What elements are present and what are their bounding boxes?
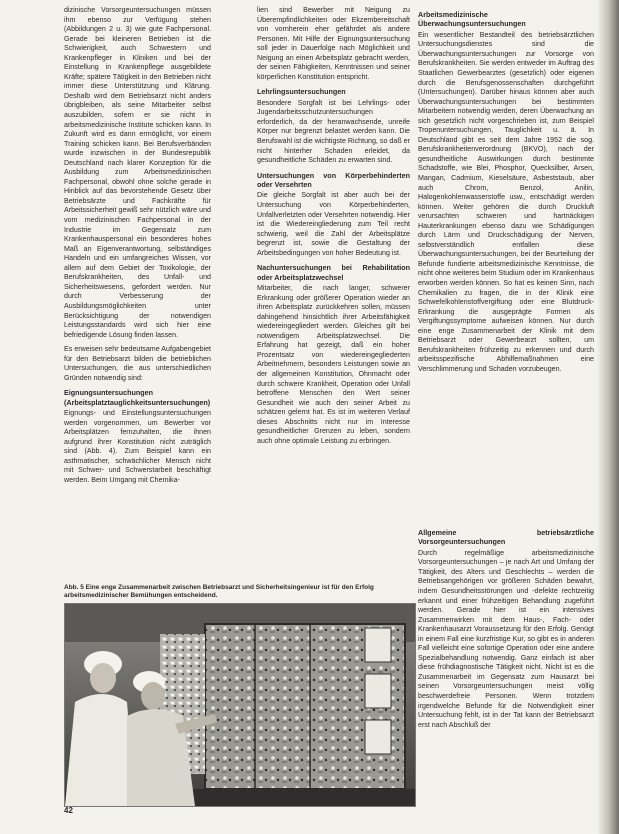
text-column-3: [418, 6, 594, 380]
paragraph: dizinische Vorsorgeuntersuchungen müssen ihm ebenso zur Verfügung stehen (Abbildungen 2 u. 3) wie gute Fachpersonal. Gerade bei kleineren Betrieben ist die Schwierigkeit, auch Schwestern und Krankenpfleger in Kliniken und bei der Einstellung in Krankenpflege ausgebildete Kräfte; spätere Tätigkeit in den Betrieben nicht immer diese Unterstützung und Klärung. Deshalb wird dem Betriebsarzt nicht anders übrigbleiben, als seine Mitarbeiter selbst auszubilden, sofern er sie nicht in arbeitsmedizinische Institute schicken kann. In Zukunft wird es dann ermöglicht, vor einem Training schicken kann. Bei Berufsverbänden wurde inzwischen in der Bundesrepublik Deutschland nach klarer Konzeption für die Ausbildung zum Arbeitsmedizinischen Fachpersonal, obwohl ohne solche gerade in Hinblick auf das bevorstehende Gesetz über Betriebsärzte und Fachkräfte für Arbeitssicherheit gewiß sehr nützlich wäre und vom medizinischen Fachpersonal in der Industrie im Gegensatz zum Krankenhauspersonal ein besonderes hohes Maß an Eigenverantwortung, selbständiges Handeln und ein umfangreiches Wissen, vor allem auf dem Gebiet der Toxikologie, der Berufskrankheiten, des Unfall- und Sicherheitswesens, gefordert werden. Nur durch Verbesserung der Ausbildungsmöglichkeiten unter Berücksichtigung der notwendigen Leistungsstandards wird sich hier eine befriedigende Lösung finden lassen.: [64, 6, 211, 339]
figure-photo: [64, 603, 416, 807]
paragraph: Mitarbeiter, die nach langer, schwerer Erkrankung oder größerer Operation wieder an ihren Arbeitsplatz zurückkehren sollen, müssen dahingehend hinsichtlich ihrer Arbeitsfähigkeit wiedereingegliedert werden. Gleiches gilt bei notwendigem Arbeitsplatzwechsel. Die Erfahrung hat gezeigt, daß ein hoher Prozentsatz von wiedereingegliederten Arbeitnehmern, besonders Leistungen sowie an der allgemeinen Konstitution, Ohnmacht oder durch schwere Krankheit, Operation oder Unfall betroffene Menschen den Wert seiner Gesundheit wie auch den seiner Arbeit zu schätzen gelernt hat. Es ist im weiteren Verlauf dieses Abschnitts nicht nur im Interesse gesundheitlicher Grenzen zu leben, sondern auch ohne optimale Leistung zu erbringen.: [257, 284, 410, 445]
control-room-photo: [65, 604, 415, 806]
figure-caption: Abb. 5 Eine enge Zusammenarbeit zwischen Betriebsarzt und Sicherheitsingenieur ist für den Erfolg arbeitsmedizinischer Bemühungen entscheidend.: [64, 584, 374, 600]
section-heading: Untersuchungen von Körperbehinderten oder Versehrten: [257, 170, 410, 190]
section-heading: Nachuntersuchungen bei Rehabilitation oder Arbeitsplatzwechsel: [257, 263, 410, 282]
section-heading: Eignungsuntersuchungen (Arbeitsplatztauglichkeitsuntersuchungen): [64, 388, 211, 407]
section-heading: Lehrlingsuntersuchungen: [257, 87, 346, 97]
paragraph: Durch regelmäßige arbeitsmedizinische Vorsorgeuntersuchungen – je nach Art und Umfang der Tätigkeit, des Alters und Geschlechts – werden die Betriebsangehörigen vor größeren Schäden bewahrt, indem Gesundheitsstörungen und -defekte rechtzeitig erkannt und einer frühzeitigen Behandlung zugeführt werden. Gerade hier ist ein intensives Zusammenwirken mit dem Haus-, Fach- oder Krankenhausarzt Voraussetzung für den Erfolg. Genügt in einem Fall eine kurzfristige Kur, so gibt es in anderen Fall vielleicht eine sofortige Operation oder eine andere Spezialbehandlung notwendig. Ganz einfach ist aber diese frühdiagnostische Tätigkeit nicht. Nicht ist es die Zusammenarbeit im Gegensatz zum Hausarzt bei seinen Vorsorgeuntersuchungen meist völlig beschwerdefreie Personen. Wenn trotzdem irgendwelche Befunde für die Notwendigkeit einer Untersuchung fehlt, ist in der Tat kann der Betriebsarzt erst nach Abschluß der: [418, 548, 594, 729]
paragraph: lien sind Bewerber mit Neigung zu Überempfindlichkeiten oder Ekzembereitschaft von vornherein eher gefährdet als andere Personen. Mit Hilfe der Eignungsuntersuchung soll jeder in Dauerfolge nach Möglichkeit und Neigung an einen Arbeitsplatz gebracht werden, der seinen Fähigkeiten, Kenntnissen und seiner körperlichen Konstitution entspricht.: [257, 6, 410, 81]
section-heading: Allgemeine betriebsärztliche Vorsorgeuntersuchungen: [418, 528, 594, 547]
text-column-2: [257, 6, 410, 451]
paragraph: Besondere Sorgfalt ist bei Lehrlings- oder Jugendarbeitsschutzuntersuchungen erforderlich, da der heranwachsende, unreife Körper nur begrenzt belastet werden kann. Die Berufswahl ist die wichtigste Richtung, so daß er nicht hinterher Schaden erleidet, da gesundheitliche Schäden zu erwarten sind.: [257, 98, 410, 165]
page-number: 42: [64, 806, 73, 815]
section-heading: Arbeitsmedizinische Überwachungsuntersuchungen: [418, 10, 526, 29]
paragraph: Es erweisen sehr bedeutsame Aufgabengebiet für den Betriebsarzt bilden die betrieblichen Untersuchungen, die aus unterschiedlichen Gründen notwendig sind:: [64, 345, 211, 382]
paragraph: Ein wesentlicher Bestandteil des betriebsärztlichen Untersuchungsdienstes sind die Überwachungsuntersuchungen zur Vorsorge von Berufskrankheiten. Sie werden entweder im Auftrag des Staatlichen Gewerbearztes (gesetzlich) oder eigenen durch die Berufsgenossenschaften durchgeführt (Untersuchungen). Darüber hinaus können aber auch Überwachungsuntersuchungen bei bestimmten Mitarbeitern notwendig werden, deren Überwachung an sich gesetzlich nicht vorgeschrieben ist, zum Beispiel Tropenuntersuchungen, Tauglichkeit u. ä. In Deutschland gibt es seit dem Jahre 1952 die sog. Berufskrankheitenverordnung (BKVO), nach der gesundheitliche Auswirkungen durch bestimmte Schadstoffe, wie Blei, Phosphor, Quecksilber, Arsen, Mangan, Cadmium, Kieselsäure, Asbeststaub, aber auch Chrom, Benzol, Anilin, Halogenkohlenwasserstoffe usw., entschädigt werden können. Weiter gehören die durch Druckluft verursachten schweren und hartnäckigen Hauterkrankungen ebenso dazu wie Schädigungen durch Lärm und Druckschädigung der Nerven, selbstverständlich entfallen diese Überwachungsuntersuchungen, bei der Beurteilung der Befunde fundierte arbeitsmedizinische Kenntnisse, die nicht ohne weiteres beim Studium oder im Krankenhaus erworben werden können. So hat es keinen Sinn, nach Chemikalien zu fragen, die in der Klinik eine Schwefelkohlenstoffvergiftung oder eine Blutdruck-Erkrankung die ausgeprägte Formen als Vergiftungssymptome aufweisen können. Nur durch eine enge Zusammenarbeit der Klinik mit dem Betriebsarzt oder Gewerbearzt sollten, um Berufskrankheiten frühzeitig zu erkennen und durch arbeitsspezifische Abhilfemaßnahmen eine Verschlimmerung und Schaden vorzubeugen.: [418, 30, 594, 373]
paragraph: Die gleiche Sorgfalt ist aber auch bei der Untersuchung von Körperbehinderten, Unfallverletzten oder Versehrten notwendig. Hier ist die Wiedereingliederung zum Teil recht schwierig, weil die Zahl der Arbeitsplätze begrenzt ist, sowie die Gestaltung der Arbeitsbedingungen von hoher Bedeutung ist.: [257, 191, 410, 257]
text-column-3-lower: [418, 524, 594, 735]
paragraph: Eignungs- und Einstellungsuntersuchungen werden vorgenommen, um Bewerber vor Arbeitsplätzen fernzuhalten, die ihnen aufgrund ihrer Konstitution nicht zuträglich sind (Abb. 4). Zum Beispiel kann ein asthmatischer, schwächlicher Mensch nicht mit Schwer- und Schwerstarbeit beschäftigt werden. Beim Umgang mit Chemika-: [64, 409, 211, 484]
page-edge-shadow: [597, 0, 619, 834]
text-column-1: [64, 6, 211, 491]
